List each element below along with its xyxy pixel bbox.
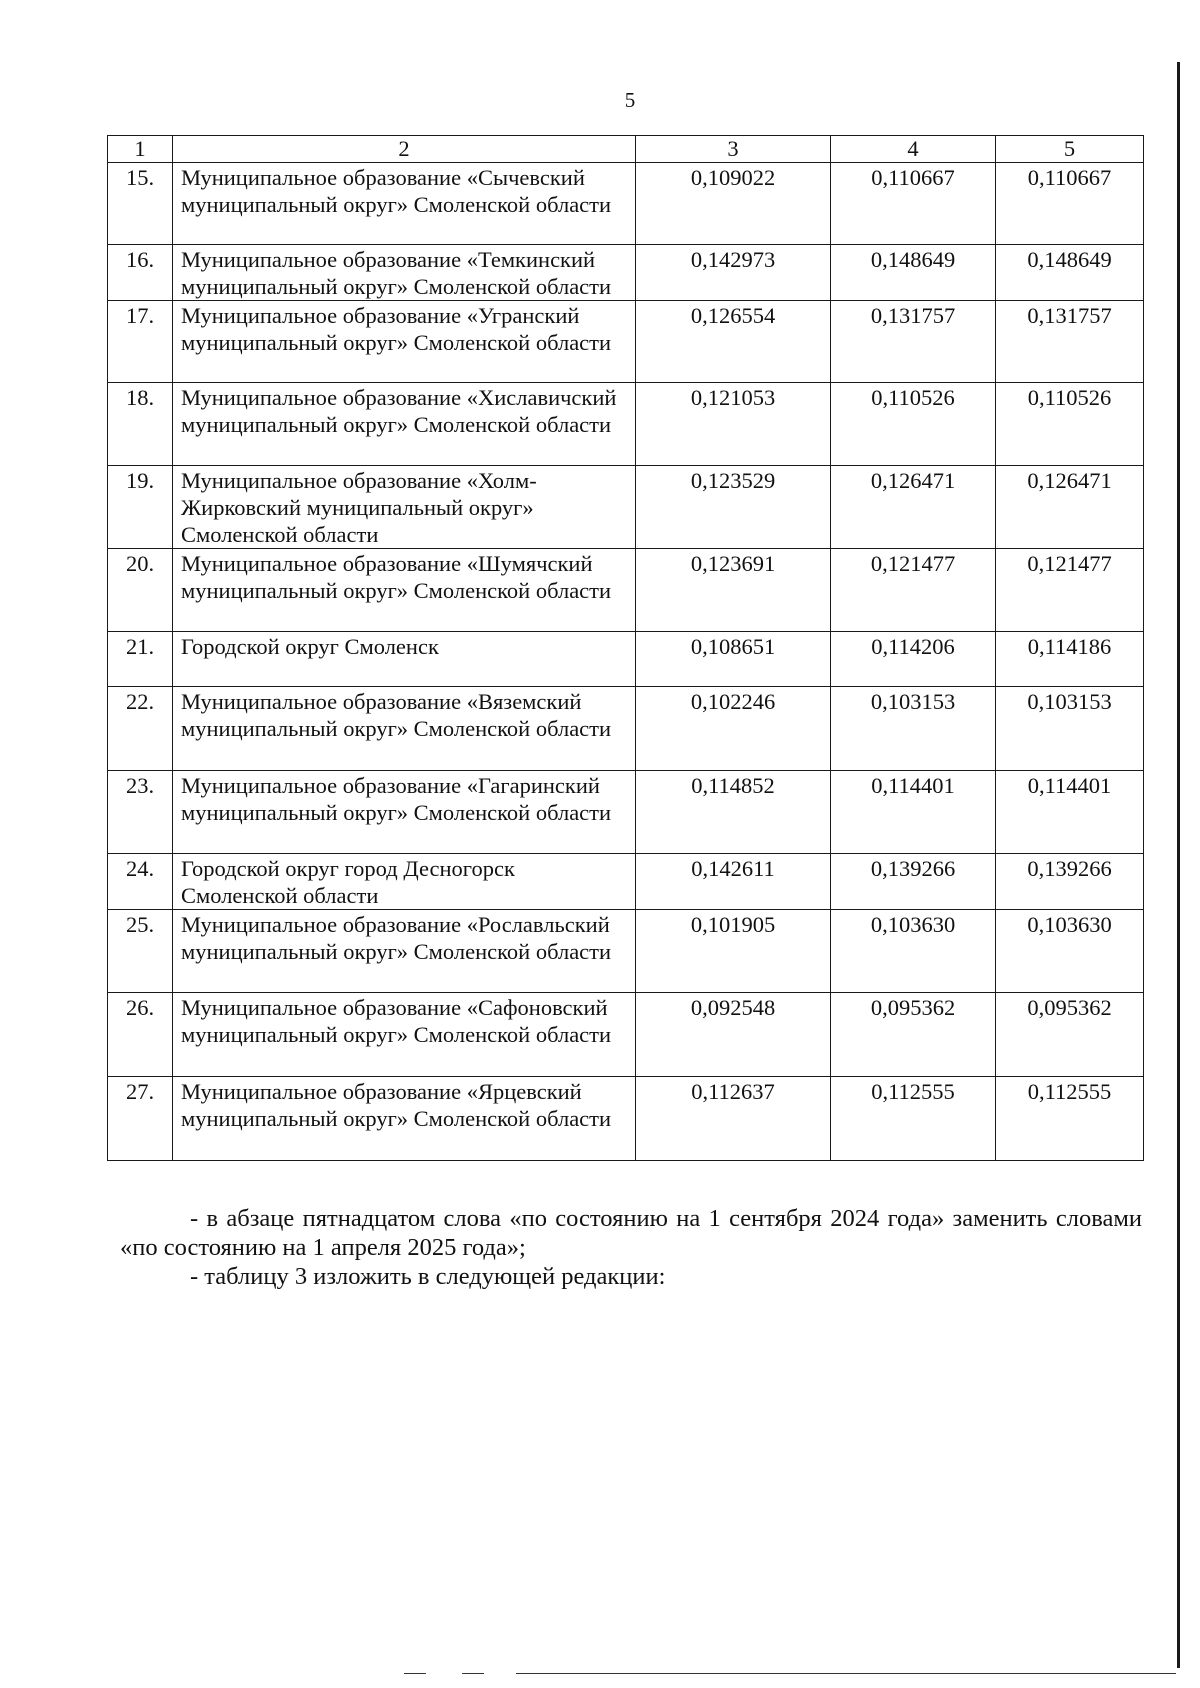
row-number: 23.: [108, 771, 173, 854]
value-col-5: 0,112555: [996, 1077, 1144, 1161]
value-col-5: 0,095362: [996, 993, 1144, 1077]
value-col-4: 0,095362: [831, 993, 996, 1077]
row-number: 15.: [108, 163, 173, 245]
row-number: 27.: [108, 1077, 173, 1161]
amendment-paragraph: - в абзаце пятнадцатом слова «по состоянию на 1 сентября 2024 года» заменить словами «по состоянию на 1 апреля 2025 года»;: [120, 1205, 1142, 1261]
value-col-4: 0,126471: [831, 466, 996, 549]
row-number: 25.: [108, 910, 173, 993]
value-col-4: 0,139266: [831, 854, 996, 910]
municipality-name: Городской округ Смоленск: [173, 632, 636, 687]
table-row: [108, 854, 1144, 910]
row-number: 16.: [108, 245, 173, 301]
bottom-rule: [462, 1673, 484, 1674]
value-col-5: 0,103153: [996, 687, 1144, 771]
bottom-rule: [404, 1673, 426, 1674]
municipality-name: Муниципальное образование «Вяземский муниципальный округ» Смоленской области: [173, 687, 636, 771]
value-col-3: 0,121053: [636, 383, 831, 466]
value-col-4: 0,103630: [831, 910, 996, 993]
value-col-5: 0,139266: [996, 854, 1144, 910]
municipality-name: Муниципальное образование «Сычевский муниципальный округ» Смоленской области: [173, 163, 636, 245]
value-col-4: 0,103153: [831, 687, 996, 771]
municipality-name: Муниципальное образование «Темкинский муниципальный округ» Смоленской области: [173, 245, 636, 301]
municipality-name: Муниципальное образование «Рославльский муниципальный округ» Смоленской области: [173, 910, 636, 993]
value-col-5: 0,148649: [996, 245, 1144, 301]
municipality-name: Муниципальное образование «Хиславичский муниципальный округ» Смоленской области: [173, 383, 636, 466]
value-col-3: 0,109022: [636, 163, 831, 245]
value-col-3: 0,126554: [636, 301, 831, 383]
table-row: [108, 383, 1144, 466]
table-row: [108, 549, 1144, 632]
value-col-3: 0,114852: [636, 771, 831, 854]
value-col-3: 0,123529: [636, 466, 831, 549]
row-number: 18.: [108, 383, 173, 466]
header-col-5: 5: [996, 136, 1144, 163]
value-col-4: 0,112555: [831, 1077, 996, 1161]
value-col-3: 0,112637: [636, 1077, 831, 1161]
value-col-4: 0,131757: [831, 301, 996, 383]
header-col-2: 2: [173, 136, 636, 163]
row-number: 17.: [108, 301, 173, 383]
value-col-3: 0,102246: [636, 687, 831, 771]
municipality-name: Муниципальное образование «Холм-Жирковский муниципальный округ» Смоленской области: [173, 466, 636, 549]
value-col-5: 0,114186: [996, 632, 1144, 687]
municipality-name: Муниципальное образование «Ярцевский муниципальный округ» Смоленской области: [173, 1077, 636, 1161]
table-row: [108, 632, 1144, 687]
value-col-5: 0,110667: [996, 163, 1144, 245]
row-number: 22.: [108, 687, 173, 771]
value-col-3: 0,108651: [636, 632, 831, 687]
value-col-3: 0,142973: [636, 245, 831, 301]
allocation-table: [107, 135, 1144, 1161]
municipality-name: Городской округ город Десногорск Смоленской области: [173, 854, 636, 910]
table-row: [108, 163, 1144, 245]
table-row: [108, 1077, 1144, 1161]
table-row: [108, 687, 1144, 771]
value-col-5: 0,103630: [996, 910, 1144, 993]
amendment-paragraph: - таблицу 3 изложить в следующей редакции:: [190, 1263, 666, 1290]
bottom-rule: [516, 1673, 1176, 1674]
table-header-row: [108, 136, 1144, 163]
header-col-4: 4: [831, 136, 996, 163]
municipality-name: Муниципальное образование «Угранский муниципальный округ» Смоленской области: [173, 301, 636, 383]
municipality-name: Муниципальное образование «Шумячский муниципальный округ» Смоленской области: [173, 549, 636, 632]
value-col-5: 0,114401: [996, 771, 1144, 854]
value-col-3: 0,092548: [636, 993, 831, 1077]
table-row: [108, 993, 1144, 1077]
value-col-4: 0,148649: [831, 245, 996, 301]
header-col-3: 3: [636, 136, 831, 163]
table-row: [108, 301, 1144, 383]
value-col-5: 0,131757: [996, 301, 1144, 383]
row-number: 19.: [108, 466, 173, 549]
amendment-text: [120, 1204, 1142, 1291]
right-margin-rule: [1177, 62, 1180, 1668]
table-row: [108, 771, 1144, 854]
municipality-name: Муниципальное образование «Сафоновский муниципальный округ» Смоленской области: [173, 993, 636, 1077]
value-col-3: 0,142611: [636, 854, 831, 910]
value-col-4: 0,121477: [831, 549, 996, 632]
value-col-3: 0,123691: [636, 549, 831, 632]
table-row: [108, 910, 1144, 993]
value-col-4: 0,114401: [831, 771, 996, 854]
row-number: 24.: [108, 854, 173, 910]
value-col-5: 0,121477: [996, 549, 1144, 632]
row-number: 21.: [108, 632, 173, 687]
value-col-5: 0,110526: [996, 383, 1144, 466]
value-col-4: 0,114206: [831, 632, 996, 687]
value-col-5: 0,126471: [996, 466, 1144, 549]
row-number: 26.: [108, 993, 173, 1077]
row-number: 20.: [108, 549, 173, 632]
header-col-1: 1: [108, 136, 173, 163]
municipality-name: Муниципальное образование «Гагаринский муниципальный округ» Смоленской области: [173, 771, 636, 854]
page-number: 5: [624, 88, 636, 112]
value-col-3: 0,101905: [636, 910, 831, 993]
value-col-4: 0,110667: [831, 163, 996, 245]
table-row: [108, 466, 1144, 549]
table-row: [108, 245, 1144, 301]
value-col-4: 0,110526: [831, 383, 996, 466]
